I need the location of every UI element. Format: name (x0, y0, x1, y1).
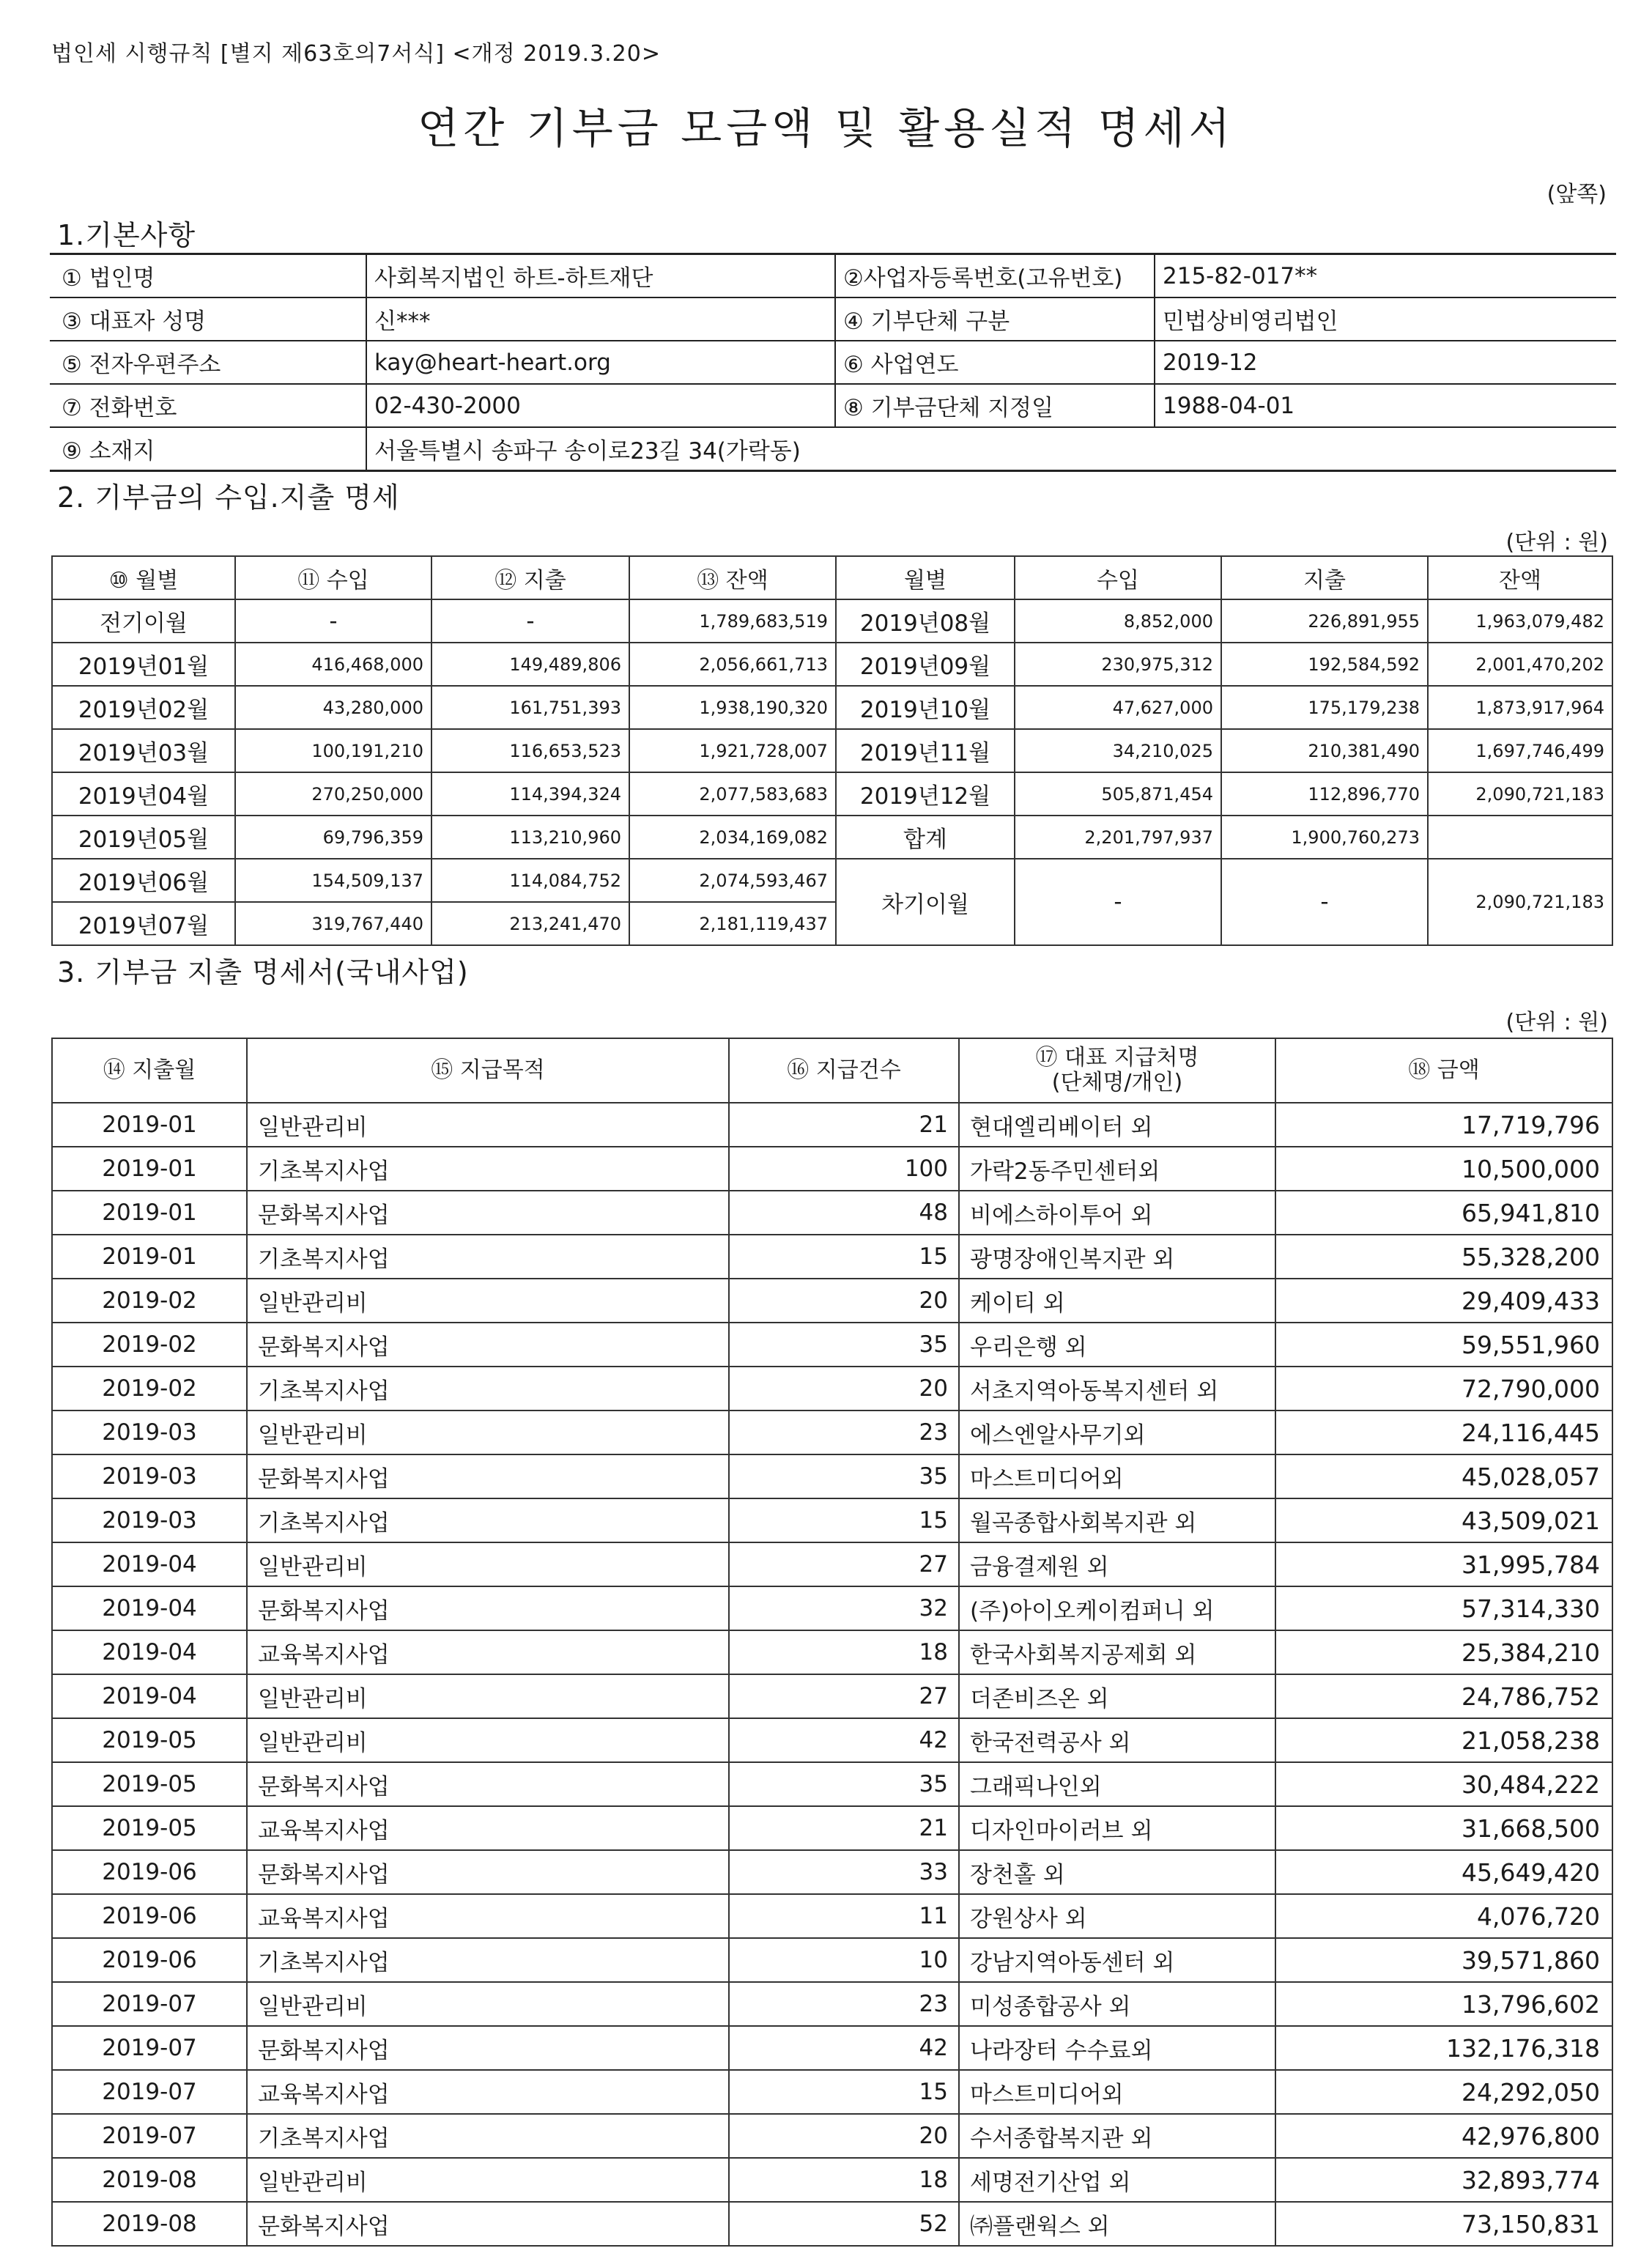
income-cell: 505,871,454 (1015, 772, 1221, 816)
month-cell: 전기이월 (52, 599, 235, 643)
expense-cell: 161,751,393 (431, 686, 629, 729)
income-cell: 8,852,000 (1015, 599, 1221, 643)
carry-balance-cell: 2,090,721,183 (1428, 859, 1612, 945)
amount-cell: 10,500,000 (1275, 1147, 1612, 1191)
header-count: ⑯ 지급건수 (729, 1038, 959, 1103)
amount-cell: 31,668,500 (1275, 1806, 1612, 1850)
month-cell: 2019년03월 (52, 729, 235, 772)
income-cell: 230,975,312 (1015, 643, 1221, 686)
expense-month-cell: 2019-02 (52, 1367, 247, 1411)
expense-unit-label: (단위 : 원) (1505, 1010, 1608, 1035)
payee-cell: 한국전력공사 외 (959, 1718, 1275, 1762)
expense-cell: - (431, 599, 629, 643)
month-cell: 2019년07월 (52, 902, 235, 945)
header-amount: ⑱ 금액 (1275, 1038, 1612, 1103)
table-row (52, 1279, 1612, 1323)
expense-month-cell: 2019-01 (52, 1191, 247, 1235)
expense-cell: 114,394,324 (431, 772, 629, 816)
carry-month-cell: 차기이월 (836, 859, 1015, 945)
table-row (52, 1542, 1612, 1586)
balance-cell: 2,181,119,437 (629, 902, 836, 945)
payee-cell: 서초지역아동복지센터 외 (959, 1367, 1275, 1411)
count-cell: 15 (729, 1498, 959, 1542)
table-row (52, 1850, 1612, 1894)
month-cell: 2019년05월 (52, 816, 235, 859)
payee-cell: 세명전기산업 외 (959, 2158, 1275, 2202)
purpose-cell: 문화복지사업 (247, 1762, 729, 1806)
field-label: ③ 대표자 성명 (50, 297, 366, 341)
expense-cell: 175,179,238 (1221, 686, 1428, 729)
table-row (52, 1191, 1612, 1235)
amount-cell: 39,571,860 (1275, 1938, 1612, 1982)
purpose-cell: 기초복지사업 (247, 1498, 729, 1542)
purpose-cell: 교육복지사업 (247, 1806, 729, 1850)
header-payee-line1: ⑰ 대표 지급처명 (1035, 1045, 1199, 1071)
amount-cell: 73,150,831 (1275, 2202, 1612, 2246)
balance-cell: 1,873,917,964 (1428, 686, 1612, 729)
balance-cell: 2,074,593,467 (629, 859, 836, 902)
amount-cell: 25,384,210 (1275, 1630, 1612, 1674)
table-row (52, 1674, 1612, 1718)
expense-month-cell: 2019-07 (52, 2070, 247, 2114)
payee-cell: 강원상사 외 (959, 1894, 1275, 1938)
table-row (52, 1718, 1612, 1762)
balance-cell: 1,921,728,007 (629, 729, 836, 772)
payee-cell: 더존비즈온 외 (959, 1674, 1275, 1718)
expense-table (51, 1038, 1613, 2247)
table-row (52, 2114, 1612, 2158)
purpose-cell: 기초복지사업 (247, 1938, 729, 1982)
monthly-row (52, 686, 1612, 729)
payee-cell: 광명장애인복지관 외 (959, 1235, 1275, 1279)
amount-cell: 59,551,960 (1275, 1323, 1612, 1367)
balance-cell (1428, 816, 1612, 859)
expense-month-cell: 2019-01 (52, 1235, 247, 1279)
count-cell: 18 (729, 2158, 959, 2202)
expense-month-cell: 2019-01 (52, 1147, 247, 1191)
table-row (52, 1630, 1612, 1674)
header-purpose: ⑮ 지급목적 (247, 1038, 729, 1103)
month-cell: 2019년01월 (52, 643, 235, 686)
payee-cell: 장천홀 외 (959, 1850, 1275, 1894)
purpose-cell: 문화복지사업 (247, 2026, 729, 2070)
count-cell: 27 (729, 1674, 959, 1718)
amount-cell: 30,484,222 (1275, 1762, 1612, 1806)
count-cell: 52 (729, 2202, 959, 2246)
count-cell: 20 (729, 1367, 959, 1411)
purpose-cell: 문화복지사업 (247, 1586, 729, 1630)
count-cell: 23 (729, 1982, 959, 2026)
purpose-cell: 일반관리비 (247, 1103, 729, 1147)
expense-cell: 213,241,470 (431, 902, 629, 945)
field-label: ⑤ 전자우편주소 (50, 341, 366, 384)
amount-cell: 17,719,796 (1275, 1103, 1612, 1147)
field-label: ⑦ 전화번호 (50, 384, 366, 427)
expense-cell: 113,210,960 (431, 816, 629, 859)
count-cell: 27 (729, 1542, 959, 1586)
field-value: 2019-12 (1155, 341, 1616, 384)
expense-month-cell: 2019-05 (52, 1718, 247, 1762)
basic-info-row-address (50, 427, 1616, 471)
monthly-header-cell: 지출 (1221, 556, 1428, 599)
month-cell: 2019년12월 (836, 772, 1015, 816)
month-cell: 2019년10월 (836, 686, 1015, 729)
table-row (52, 1982, 1612, 2026)
field-value: 민법상비영리법인 (1155, 297, 1616, 341)
table-row (52, 1454, 1612, 1498)
count-cell: 48 (729, 1191, 959, 1235)
amount-cell: 24,116,445 (1275, 1411, 1612, 1454)
carry-income-cell: - (1015, 859, 1221, 945)
expense-cell: 114,084,752 (431, 859, 629, 902)
purpose-cell: 문화복지사업 (247, 1454, 729, 1498)
income-cell: 43,280,000 (235, 686, 431, 729)
income-cell: 154,509,137 (235, 859, 431, 902)
expense-month-cell: 2019-04 (52, 1630, 247, 1674)
count-cell: 42 (729, 1718, 959, 1762)
income-cell: 319,767,440 (235, 902, 431, 945)
table-row (52, 1894, 1612, 1938)
amount-cell: 24,292,050 (1275, 2070, 1612, 2114)
payee-cell: 케이티 외 (959, 1279, 1275, 1323)
monthly-header-cell: ⑩ 월별 (52, 556, 235, 599)
purpose-cell: 일반관리비 (247, 1542, 729, 1586)
balance-cell: 1,697,746,499 (1428, 729, 1612, 772)
basic-info-row (50, 384, 1616, 427)
table-row (52, 2202, 1612, 2246)
count-cell: 15 (729, 1235, 959, 1279)
count-cell: 11 (729, 1894, 959, 1938)
count-cell: 18 (729, 1630, 959, 1674)
expense-month-cell: 2019-05 (52, 1806, 247, 1850)
amount-cell: 43,509,021 (1275, 1498, 1612, 1542)
expense-cell: 210,381,490 (1221, 729, 1428, 772)
expense-section-title: 3. 기부금 지출 명세서(국내사업) (57, 956, 469, 988)
monthly-row (52, 816, 1612, 859)
expense-month-cell: 2019-03 (52, 1454, 247, 1498)
amount-cell: 4,076,720 (1275, 1894, 1612, 1938)
expense-cell: 1,900,760,273 (1221, 816, 1428, 859)
payee-cell: 비에스하이투어 외 (959, 1191, 1275, 1235)
field-value: 1988-04-01 (1155, 384, 1616, 427)
income-cell: 2,201,797,937 (1015, 816, 1221, 859)
monthly-row (52, 729, 1612, 772)
expense-month-cell: 2019-01 (52, 1103, 247, 1147)
count-cell: 20 (729, 2114, 959, 2158)
amount-cell: 31,995,784 (1275, 1542, 1612, 1586)
income-cell: - (235, 599, 431, 643)
expense-month-cell: 2019-02 (52, 1279, 247, 1323)
table-row (52, 1806, 1612, 1850)
count-cell: 35 (729, 1323, 959, 1367)
expense-month-cell: 2019-04 (52, 1586, 247, 1630)
payee-cell: 금융결제원 외 (959, 1542, 1275, 1586)
monthly-header-cell: 수입 (1015, 556, 1221, 599)
balance-cell: 2,034,169,082 (629, 816, 836, 859)
month-cell: 2019년08월 (836, 599, 1015, 643)
table-row (52, 1762, 1612, 1806)
table-row (52, 1498, 1612, 1542)
field-label: ②사업자등록번호(고유번호) (835, 254, 1155, 298)
purpose-cell: 일반관리비 (247, 1279, 729, 1323)
expense-month-cell: 2019-03 (52, 1411, 247, 1454)
amount-cell: 29,409,433 (1275, 1279, 1612, 1323)
income-cell: 100,191,210 (235, 729, 431, 772)
month-cell: 2019년06월 (52, 859, 235, 902)
payee-cell: 나라장터 수수료외 (959, 2026, 1275, 2070)
balance-cell: 1,938,190,320 (629, 686, 836, 729)
field-label: ⑧ 기부금단체 지정일 (835, 384, 1155, 427)
monthly-unit-label: (단위 : 원) (1505, 530, 1608, 555)
table-row (52, 2026, 1612, 2070)
purpose-cell: 일반관리비 (247, 2158, 729, 2202)
header-payee (959, 1038, 1275, 1103)
amount-cell: 32,893,774 (1275, 2158, 1612, 2202)
purpose-cell: 기초복지사업 (247, 1147, 729, 1191)
balance-cell: 2,090,721,183 (1428, 772, 1612, 816)
month-cell: 2019년11월 (836, 729, 1015, 772)
payee-cell: (주)아이오케이컴퍼니 외 (959, 1586, 1275, 1630)
count-cell: 21 (729, 1806, 959, 1850)
purpose-cell: 교육복지사업 (247, 1894, 729, 1938)
amount-cell: 57,314,330 (1275, 1586, 1612, 1630)
monthly-header-cell: ⑪ 수입 (235, 556, 431, 599)
amount-cell: 132,176,318 (1275, 2026, 1612, 2070)
purpose-cell: 교육복지사업 (247, 2070, 729, 2114)
table-row (52, 1411, 1612, 1454)
table-row (52, 1103, 1612, 1147)
basic-section-title: 1.기본사항 (57, 219, 196, 251)
monthly-header-cell: ⑬ 잔액 (629, 556, 836, 599)
count-cell: 42 (729, 2026, 959, 2070)
payee-cell: 월곡종합사회복지관 외 (959, 1498, 1275, 1542)
field-value: 215-82-017** (1155, 254, 1616, 298)
expense-cell: 149,489,806 (431, 643, 629, 686)
payee-cell: 한국사회복지공제회 외 (959, 1630, 1275, 1674)
income-cell: 47,627,000 (1015, 686, 1221, 729)
field-value: 신*** (366, 297, 835, 341)
table-row (52, 2158, 1612, 2202)
expense-header-row (52, 1038, 1612, 1103)
purpose-cell: 일반관리비 (247, 1982, 729, 2026)
side-label: (앞쪽) (1547, 182, 1607, 207)
balance-cell: 1,963,079,482 (1428, 599, 1612, 643)
payee-cell: 마스트미디어외 (959, 2070, 1275, 2114)
expense-month-cell: 2019-03 (52, 1498, 247, 1542)
payee-cell: ㈜플랜웍스 외 (959, 2202, 1275, 2246)
monthly-section-title: 2. 기부금의 수입.지출 명세 (57, 481, 400, 514)
purpose-cell: 문화복지사업 (247, 1850, 729, 1894)
table-row (52, 1367, 1612, 1411)
page-title: 연간 기부금 모금액 및 활용실적 명세서 (418, 103, 1234, 153)
purpose-cell: 일반관리비 (247, 1674, 729, 1718)
expense-month-cell: 2019-06 (52, 1938, 247, 1982)
month-cell: 2019년09월 (836, 643, 1015, 686)
monthly-body (52, 599, 1612, 945)
expense-month-cell: 2019-07 (52, 2114, 247, 2158)
address-value: 서울특별시 송파구 송이로23길 34(가락동) (366, 427, 1616, 471)
expense-cell: 116,653,523 (431, 729, 629, 772)
address-label: ⑨ 소재지 (50, 427, 366, 471)
balance-cell: 1,789,683,519 (629, 599, 836, 643)
monthly-row (52, 643, 1612, 686)
field-value: kay@heart-heart.org (366, 341, 835, 384)
monthly-row (52, 599, 1612, 643)
header-payee-line2: (단체명/개인) (1051, 1070, 1183, 1095)
income-cell: 34,210,025 (1015, 729, 1221, 772)
amount-cell: 42,976,800 (1275, 2114, 1612, 2158)
expense-month-cell: 2019-08 (52, 2158, 247, 2202)
field-label: ① 법인명 (50, 254, 366, 298)
count-cell: 23 (729, 1411, 959, 1454)
basic-info-row (50, 341, 1616, 384)
expense-month-cell: 2019-05 (52, 1762, 247, 1806)
balance-cell: 2,077,583,683 (629, 772, 836, 816)
payee-cell: 마스트미디어외 (959, 1454, 1275, 1498)
income-cell: 416,468,000 (235, 643, 431, 686)
amount-cell: 65,941,810 (1275, 1191, 1612, 1235)
monthly-row (52, 772, 1612, 816)
payee-cell: 가락2동주민센터외 (959, 1147, 1275, 1191)
purpose-cell: 기초복지사업 (247, 1235, 729, 1279)
income-cell: 270,250,000 (235, 772, 431, 816)
count-cell: 32 (729, 1586, 959, 1630)
payee-cell: 그래픽나인외 (959, 1762, 1275, 1806)
table-row (52, 1938, 1612, 1982)
field-value: 사회복지법인 하트-하트재단 (366, 254, 835, 298)
basic-info-row (50, 297, 1616, 341)
month-cell: 2019년02월 (52, 686, 235, 729)
monthly-header-cell: 잔액 (1428, 556, 1612, 599)
purpose-cell: 교육복지사업 (247, 1630, 729, 1674)
form-reference: 법인세 시행규칙 [별지 제63호의7서식] <개정 2019.3.20> (51, 41, 661, 67)
monthly-row (52, 859, 1612, 902)
table-row (52, 1147, 1612, 1191)
table-row (52, 1235, 1612, 1279)
basic-info-row (50, 254, 1616, 298)
table-row (52, 2070, 1612, 2114)
field-label: ⑥ 사업연도 (835, 341, 1155, 384)
payee-cell: 강남지역아동센터 외 (959, 1938, 1275, 1982)
amount-cell: 45,649,420 (1275, 1850, 1612, 1894)
month-cell: 2019년04월 (52, 772, 235, 816)
count-cell: 100 (729, 1147, 959, 1191)
basic-info-body (50, 254, 1616, 471)
header-expense-month: ⑭ 지출월 (52, 1038, 247, 1103)
payee-cell: 수서종합복지관 외 (959, 2114, 1275, 2158)
count-cell: 33 (729, 1850, 959, 1894)
amount-cell: 55,328,200 (1275, 1235, 1612, 1279)
monthly-header-cell: ⑫ 지출 (431, 556, 629, 599)
expense-month-cell: 2019-07 (52, 1982, 247, 2026)
table-row (52, 1323, 1612, 1367)
table-row (52, 1586, 1612, 1630)
purpose-cell: 일반관리비 (247, 1718, 729, 1762)
expense-cell: 226,891,955 (1221, 599, 1428, 643)
amount-cell: 45,028,057 (1275, 1454, 1612, 1498)
count-cell: 10 (729, 1938, 959, 1982)
purpose-cell: 문화복지사업 (247, 2202, 729, 2246)
monthly-header-row (52, 556, 1612, 599)
amount-cell: 21,058,238 (1275, 1718, 1612, 1762)
expense-cell: 112,896,770 (1221, 772, 1428, 816)
basic-info-table (50, 253, 1616, 472)
month-cell: 합계 (836, 816, 1015, 859)
expense-month-cell: 2019-08 (52, 2202, 247, 2246)
payee-cell: 우리은행 외 (959, 1323, 1275, 1367)
payee-cell: 디자인마이러브 외 (959, 1806, 1275, 1850)
expense-month-cell: 2019-04 (52, 1674, 247, 1718)
monthly-table (51, 555, 1613, 946)
payee-cell: 현대엘리베이터 외 (959, 1103, 1275, 1147)
count-cell: 35 (729, 1454, 959, 1498)
expense-cell: 192,584,592 (1221, 643, 1428, 686)
expense-month-cell: 2019-04 (52, 1542, 247, 1586)
monthly-header-cell: 월별 (836, 556, 1015, 599)
purpose-cell: 문화복지사업 (247, 1191, 729, 1235)
purpose-cell: 문화복지사업 (247, 1323, 729, 1367)
purpose-cell: 기초복지사업 (247, 1367, 729, 1411)
field-value: 02-430-2000 (366, 384, 835, 427)
count-cell: 15 (729, 2070, 959, 2114)
expense-month-cell: 2019-06 (52, 1894, 247, 1938)
field-label: ④ 기부단체 구분 (835, 297, 1155, 341)
expense-body (52, 1103, 1612, 2246)
amount-cell: 24,786,752 (1275, 1674, 1612, 1718)
expense-month-cell: 2019-02 (52, 1323, 247, 1367)
purpose-cell: 일반관리비 (247, 1411, 729, 1454)
amount-cell: 72,790,000 (1275, 1367, 1612, 1411)
payee-cell: 에스엔알사무기외 (959, 1411, 1275, 1454)
expense-month-cell: 2019-06 (52, 1850, 247, 1894)
count-cell: 35 (729, 1762, 959, 1806)
purpose-cell: 기초복지사업 (247, 2114, 729, 2158)
balance-cell: 2,001,470,202 (1428, 643, 1612, 686)
carry-expense-cell: - (1221, 859, 1428, 945)
count-cell: 21 (729, 1103, 959, 1147)
amount-cell: 13,796,602 (1275, 1982, 1612, 2026)
balance-cell: 2,056,661,713 (629, 643, 836, 686)
count-cell: 20 (729, 1279, 959, 1323)
income-cell: 69,796,359 (235, 816, 431, 859)
payee-cell: 미성종합공사 외 (959, 1982, 1275, 2026)
expense-month-cell: 2019-07 (52, 2026, 247, 2070)
